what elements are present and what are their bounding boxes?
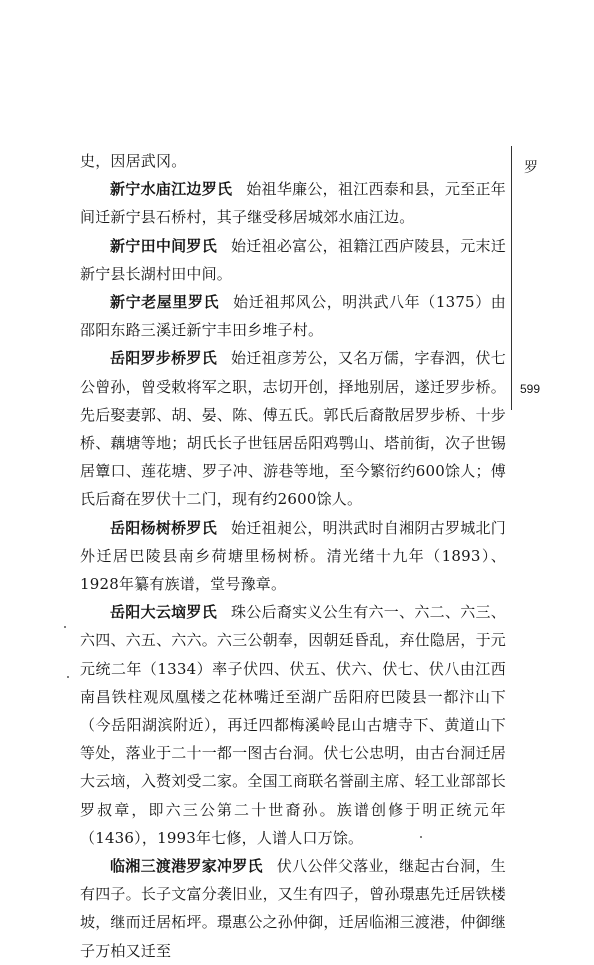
margin-rule-lower	[511, 378, 512, 410]
running-header-char: 罗	[524, 160, 538, 176]
paragraph-2-text: 始迁祖必富公，祖籍江西庐陵县，元末迁新宁县长湖村田中间。	[80, 236, 506, 283]
paragraph-1-text: 始祖华廉公，祖江西泰和县，元至正年间迁新宁县石桥村，其子继受移居城郊水庙江边。	[80, 180, 506, 227]
paragraph-2	[80, 232, 506, 288]
body-text	[80, 147, 506, 965]
paragraph-7-text: 伏八公伴父落业，继起古台洞，生有四子。长子文富分袭旧业，又生有四子，曾孙璟惠先迁居铁楼坡，继而迁居柘坪。璟惠公之孙仲御，迁居临湘三渡港，仲御继子万柏又迁至	[80, 857, 506, 960]
paragraph-0-text: 史，因居武冈。	[80, 152, 187, 170]
paragraph-5-text: 始迁祖昶公，明洪武时自湘阴古罗城北门外迁居巴陵县南乡荷塘里杨树桥。清光绪十九年（1893）、1928年纂有族谱，堂号豫章。	[80, 518, 506, 594]
paragraph-3	[80, 288, 506, 344]
paragraph-7-title: 临湘三渡港罗家冲罗氏	[110, 857, 263, 876]
scan-speck	[67, 676, 69, 678]
page-number: 599	[520, 382, 541, 396]
paragraph-1	[80, 175, 506, 231]
paragraph-4-title: 岳阳罗步桥罗氏	[110, 349, 217, 368]
paragraph-5	[80, 514, 506, 599]
margin-rule	[511, 146, 512, 378]
paragraph-6-title: 岳阳大云垴罗氏	[110, 603, 217, 622]
paragraph-6	[80, 598, 506, 852]
paragraph-1-title: 新宁水庙江边罗氏	[110, 180, 233, 199]
scan-speck	[64, 626, 66, 628]
paragraph-6-text: 珠公后裔实义公生有六一、六二、六三、六四、六五、六六。六三公朝奉，因朝廷昏乱，弃仕隐居，于元元统二年（1334）率子伏四、伏五、伏六、伏七、伏八由江西南昌铁柱观凤凰楼之花林嘴迁至湖广岳阳府巴陵县一都汴山下（今岳阳湖滨附近），再迁四都梅溪岭昆山古塘寺下、黄道山下等处，落业于二十一都一图古台洞。伏七公忠明，由古台洞迁居大云垴，入赘刘受二家。全国工商联名誉副主席、轻工业部部长罗叔章，即六三公第二十世裔孙。族谱创修于明正统元年（1436），1993年七修，人谱人口万馀。	[80, 603, 506, 847]
paragraph-0	[80, 147, 506, 175]
paragraph-4-text: 始迁祖彦芳公，又名万儒，字春泗，伏七公曾孙，曾受敕将军之职，志切开创，择地别居，遂迁罗步桥。先后娶妻郭、胡、晏、陈、傅五氏。郭氏后裔散居罗步桥、十步桥、藕塘等地；胡氏长子世钰居岳阳鸡鹗山、塔前街，次子世锡居簟口、莲花塘、罗子冲、游巷等地，至今繁衍约600馀人；傅氏后裔在罗伏十二门，现有约2600馀人。	[80, 349, 506, 509]
paragraph-3-text: 始迁祖邦风公，明洪武八年（1375）由邵阳东路三溪迁新宁丰田乡堆子村。	[80, 293, 506, 340]
paragraph-5-title: 岳阳杨树桥罗氏	[110, 518, 217, 537]
paragraph-3-title: 新宁老屋里罗氏	[110, 293, 220, 312]
paragraph-4	[80, 344, 506, 513]
paragraph-2-title: 新宁田中间罗氏	[110, 236, 217, 255]
paragraph-7	[80, 852, 506, 965]
scan-speck	[420, 836, 422, 838]
